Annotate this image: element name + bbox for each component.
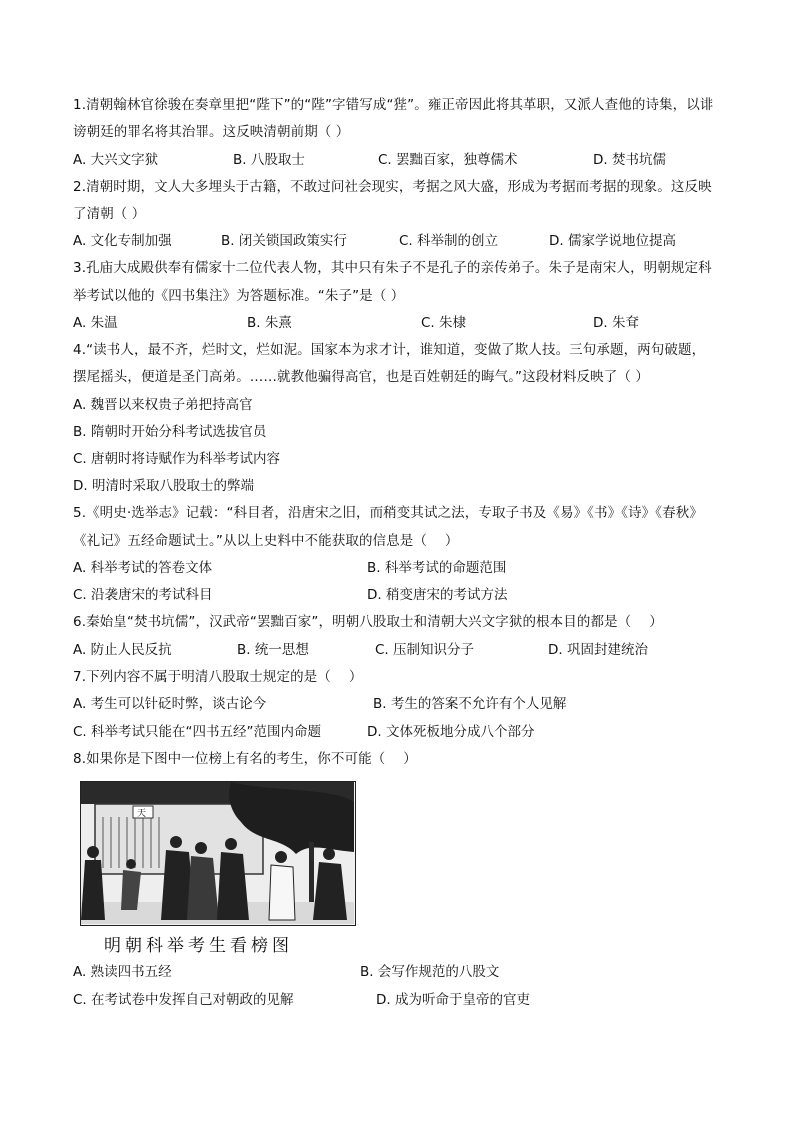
q4-line-1: 4.“读书人，最不齐，烂时文，烂如泥。国家本为求才计，谁知道，变做了欺人技。三句承题，两句破题， [73,342,706,358]
q4-option-b[interactable]: B. 隋朝时开始分科考试选拔官员 [73,424,267,440]
q2-option-c[interactable]: C. 科举制的创立 [399,233,499,249]
q3-option-c[interactable]: C. 朱棣 [421,315,467,331]
q1-option-d[interactable]: D. 焚书坑儒 [593,152,666,168]
q1-option-a[interactable]: A. 大兴文字狱 [73,152,159,168]
q3-option-b[interactable]: B. 朱熹 [247,315,292,331]
q3-option-d[interactable]: D. 朱耷 [593,315,639,331]
q1-line-1: 1.清朝翰林官徐骏在奏章里把“陛下”的“陛”字错写成“狴”。雍正帝因此将其革职，又派人查他的诗集，以诽 [73,97,714,113]
q2-option-a[interactable]: A. 文化专制加强 [73,233,172,249]
q6-option-a[interactable]: A. 防止人民反抗 [73,642,172,658]
q7-option-d[interactable]: D. 文体死板地分成八个部分 [367,724,535,740]
q7-option-b[interactable]: B. 考生的答案不允许有个人见解 [373,696,567,712]
q3-line-1: 3.孔庙大成殿供奉有儒家十二位代表人物，其中只有朱子不是孔子的亲传弟子。朱子是南宋人，明朝规定科 [73,260,712,276]
q7-line-1: 7.下列内容不属于明清八股取士规定的是（ ） [73,669,363,685]
q6-line-1: 6.秦始皇“焚书坑儒”，汉武帝“罢黜百家”，明朝八股取士和清朝大兴文字狱的根本目的都是（ ） [73,614,663,630]
q6-option-d[interactable]: D. 巩固封建统治 [548,642,648,658]
q2-option-b[interactable]: B. 闭关锁国政策实行 [221,233,347,249]
q6-option-b[interactable]: B. 统一思想 [237,642,309,658]
q8-option-c[interactable]: C. 在考试卷中发挥自己对朝政的见解 [73,992,294,1008]
q5-line-2: 《礼记》五经命题试士。”从以上史料中不能获取的信息是（ ） [73,533,459,549]
q1-option-b[interactable]: B. 八股取士 [233,152,305,168]
q7-option-a[interactable]: A. 考生可以针砭时弊，谈古论今 [73,696,267,712]
q4-option-c[interactable]: C. 唐朝时将诗赋作为科举考试内容 [73,451,281,467]
q5-option-a[interactable]: A. 科举考试的答卷文体 [73,560,213,576]
q3-line-2: 举考试以他的《四书集注》为答题标准。“朱子”是（ ） [73,288,405,304]
q6-option-c[interactable]: C. 压制知识分子 [375,642,475,658]
q4-line-2: 摆尾摇头，便道是圣门高弟。……就教他骗得高官，也是百姓朝廷的晦气。”这段材料反映了（ ） [73,369,649,385]
q8-option-d[interactable]: D. 成为听命于皇帝的官吏 [376,992,530,1008]
q3-option-a[interactable]: A. 朱温 [73,315,118,331]
q8-option-b[interactable]: B. 会写作规范的八股文 [360,964,500,980]
q5-option-d[interactable]: D. 稍变唐宋的考试方法 [367,587,508,603]
exam-scene-drawing [81,782,354,924]
q8-line-1: 8.如果你是下图中一位榜上有名的考生，你不可能（ ） [73,751,417,767]
q4-option-a[interactable]: A. 魏晋以来权贵子弟把持高官 [73,397,253,413]
figure-caption: 明朝科举考生看榜图 [104,936,293,956]
exam-results-illustration [80,781,356,926]
q7-option-c[interactable]: C. 科举考试只能在“四书五经”范围内命题 [73,724,321,740]
q5-line-1: 5.《明史·选举志》记载：“科目者，沿唐宋之旧，而稍变其试之法，专取子书及《易》《书》《诗》《春秋》 [73,505,703,521]
q2-line-2: 了清朝（ ） [73,206,146,222]
q1-option-c[interactable]: C. 罢黜百家，独尊儒术 [378,152,518,168]
sign-text: 天 [137,809,147,819]
q8-option-a[interactable]: A. 熟读四书五经 [73,964,172,980]
q5-option-c[interactable]: C. 沿袭唐宋的考试科目 [73,587,213,603]
q5-option-b[interactable]: B. 科举考试的命题范围 [367,560,507,576]
q2-line-1: 2.清朝时期，文人大多埋头于古籍，不敢过问社会现实，考据之风大盛，形成为考据而考据的现象。这反映 [73,179,712,195]
q4-option-d[interactable]: D. 明清时采取八股取士的弊端 [73,478,254,494]
q1-line-2: 谤朝廷的罪名将其治罪。这反映清朝前期（ ） [73,124,350,140]
q2-option-d[interactable]: D. 儒家学说地位提高 [549,233,676,249]
